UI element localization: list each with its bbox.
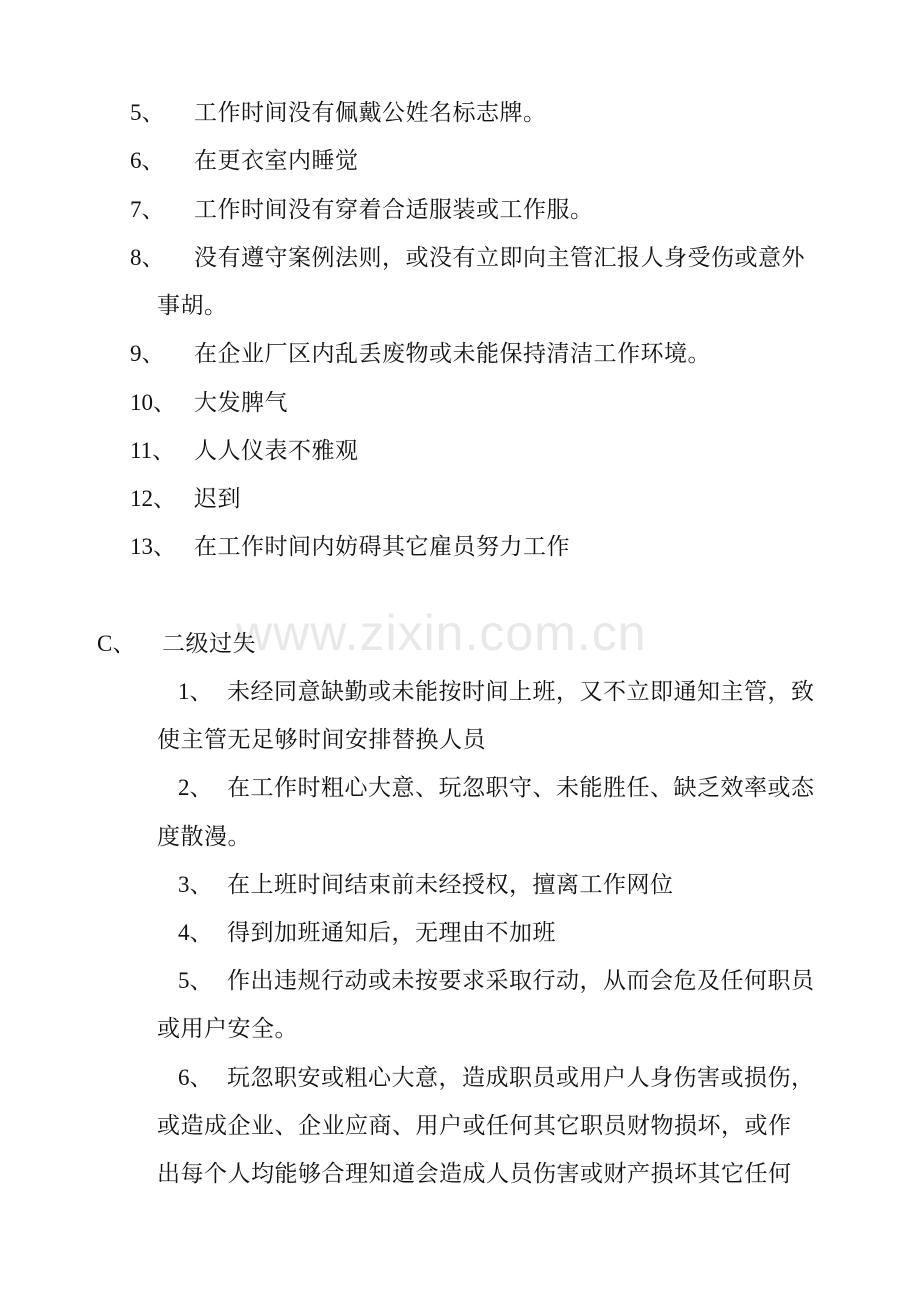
list-item-text: 迟到 — [194, 486, 241, 512]
list-item-text: 玩忽职安或粗心大意，造成职员或用户人身伤害或损伤， — [227, 1065, 815, 1091]
list-item-number: 4、 — [178, 920, 213, 945]
list-item-number: 12、 — [130, 486, 176, 511]
list-item-text: 在企业厂区内乱丢废物或未能保持清洁工作环境。 — [194, 341, 711, 367]
list-item-continuation: 或用户安全。 — [157, 1016, 298, 1042]
list-item-number: 5、 — [130, 100, 165, 125]
list-item-number: 11、 — [130, 438, 176, 463]
list-item-continuation: 或造成企业、企业应商、用户或任何其它职员财物损坏，或作 — [157, 1113, 792, 1139]
list-item-text: 没有遵守案例法则，或没有立即向主管汇报人身受伤或意外 — [194, 245, 805, 271]
list-item-text: 人人仪表不雅观 — [194, 438, 359, 464]
list-item-continuation: 使主管无足够时间安排替换人员 — [157, 727, 486, 753]
watermark: www.zixin.com.cn — [236, 605, 647, 661]
list-item-text: 在更衣室内睡觉 — [194, 148, 359, 174]
list-item-number: 6、 — [130, 148, 165, 173]
list-item-continuation: 出每个人均能够合理知道会造成人员伤害或财产损坏其它任何 — [157, 1161, 792, 1187]
list-item-number: 13、 — [130, 534, 176, 559]
list-item-text: 工作时间没有穿着合适服装或工作服。 — [194, 197, 594, 223]
list-item-text: 得到加班通知后，无理由不加班 — [227, 920, 556, 946]
list-item-text: 工作时间没有佩戴公姓名标志牌。 — [194, 100, 547, 126]
list-item-number: 7、 — [130, 197, 165, 222]
list-item-text: 未经同意缺勤或未能按时间上班，又不立即通知主管，致 — [227, 679, 815, 705]
list-item-text: 作出违规行动或未按要求采取行动，从而会危及任何职员 — [227, 968, 815, 994]
section-number: C、 — [97, 631, 136, 656]
list-item-continuation: 事胡。 — [157, 293, 228, 319]
list-item-text: 在工作时粗心大意、玩忽职守、未能胜任、缺乏效率或态 — [227, 775, 815, 801]
list-item-number: 2、 — [178, 775, 213, 800]
list-item-number: 8、 — [130, 245, 165, 270]
list-item-number: 9、 — [130, 341, 165, 366]
list-item-number: 10、 — [130, 390, 176, 415]
list-item-continuation: 度散漫。 — [157, 824, 251, 850]
list-item-number: 3、 — [178, 872, 213, 897]
list-item-number: 1、 — [178, 679, 213, 704]
list-item-number: 5、 — [178, 968, 213, 993]
list-item-text: 大发脾气 — [194, 390, 288, 416]
list-item-number: 6、 — [178, 1065, 213, 1090]
section-title: 二级过失 — [162, 631, 256, 657]
list-item-text: 在工作时间内妨碍其它雇员努力工作 — [194, 534, 570, 560]
list-item-text: 在上班时间结束前未经授权，擅离工作网位 — [227, 872, 674, 898]
